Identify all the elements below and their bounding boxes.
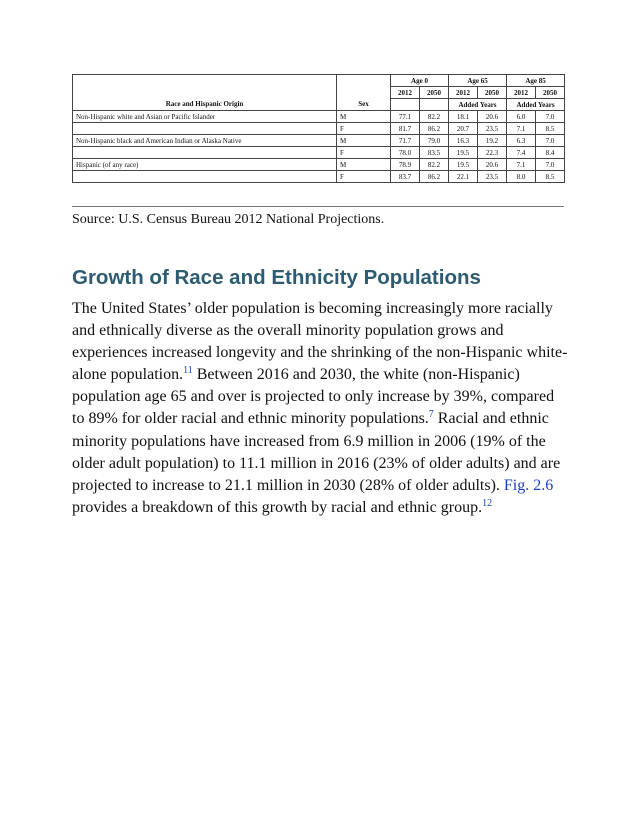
table-source-note: Source: U.S. Census Bureau 2012 National Projections. <box>72 212 385 227</box>
cell-sex: F <box>337 147 391 159</box>
cell-value: 79.0 <box>420 135 449 147</box>
paragraph-text: The United States’ older population is becoming increasingly more racially and ethnically diverse as the overall minority population grows and experiences increased longevity and the shrinking of the non-Hispanic white-alone population. <box>72 300 568 384</box>
cell-value: 20.7 <box>449 123 478 135</box>
body-paragraph <box>72 298 568 519</box>
year-header: 2012 <box>507 87 536 99</box>
cell-origin <box>73 123 337 135</box>
table-header-row-groups <box>73 75 565 87</box>
cell-value: 7.0 <box>536 159 565 171</box>
table-row <box>73 171 565 183</box>
header-blank-cell <box>391 99 420 111</box>
cell-value: 7.1 <box>507 159 536 171</box>
cell-value: 7.0 <box>536 135 565 147</box>
table-row <box>73 123 565 135</box>
cell-value: 7.0 <box>536 111 565 123</box>
cell-value: 20.6 <box>478 111 507 123</box>
cell-value: 22.1 <box>449 171 478 183</box>
cell-value: 7.1 <box>507 123 536 135</box>
cell-value: 78.9 <box>391 159 420 171</box>
cell-value: 19.5 <box>449 159 478 171</box>
group-header-age-65: Age 65 <box>449 75 507 87</box>
cell-value: 6.0 <box>507 111 536 123</box>
paragraph-text: provides a breakdown of this growth by racial and ethnic group. <box>72 498 483 516</box>
cell-value: 8.5 <box>536 171 565 183</box>
cell-value: 77.1 <box>391 111 420 123</box>
source-divider <box>72 206 564 207</box>
header-blank-cell <box>420 99 449 111</box>
header-blank-cell <box>337 87 391 99</box>
table-header-row-years <box>73 87 565 99</box>
cell-value: 20.6 <box>478 159 507 171</box>
life-expectancy-table <box>72 74 565 183</box>
table-body <box>73 111 565 183</box>
paragraph-text: Between 2016 and 2030, the white (non-Hispanic) population age 65 and over is projected to only increase by 39%, compared to 89% for older racial and ethnic minority populations. <box>72 366 555 428</box>
column-header-added-years-85: Added Years <box>507 99 565 111</box>
cell-value: 83.5 <box>420 147 449 159</box>
cell-value: 22.3 <box>478 147 507 159</box>
cell-sex: M <box>337 135 391 147</box>
year-header: 2050 <box>420 87 449 99</box>
cell-value: 6.3 <box>507 135 536 147</box>
cell-origin <box>73 171 337 183</box>
cell-origin <box>73 147 337 159</box>
group-header-age-85: Age 85 <box>507 75 565 87</box>
cell-value: 81.7 <box>391 123 420 135</box>
life-expectancy-table-container <box>72 74 564 183</box>
reference-link-11[interactable]: 11 <box>183 365 193 377</box>
cell-value: 82.2 <box>420 159 449 171</box>
figure-link[interactable]: Fig. 2.6 <box>503 476 554 494</box>
header-blank-cell <box>73 87 337 99</box>
table-header-row-columns <box>73 99 565 111</box>
section-heading: Growth of Race and Ethnicity Populations <box>72 266 481 289</box>
cell-value: 23.5 <box>478 123 507 135</box>
cell-value: 86.2 <box>420 171 449 183</box>
reference-link-12[interactable]: 12 <box>482 497 493 509</box>
column-header-origin: Race and Hispanic Origin <box>73 99 337 111</box>
cell-origin: Non-Hispanic white and Asian or Pacific Islander <box>73 111 337 123</box>
cell-value: 16.3 <box>449 135 478 147</box>
cell-value: 23.5 <box>478 171 507 183</box>
cell-sex: M <box>337 159 391 171</box>
cell-value: 19.5 <box>449 147 478 159</box>
cell-value: 71.7 <box>391 135 420 147</box>
cell-origin: Hispanic (of any race) <box>73 159 337 171</box>
cell-value: 82.2 <box>420 111 449 123</box>
cell-value: 78.0 <box>391 147 420 159</box>
cell-value: 83.7 <box>391 171 420 183</box>
table-row <box>73 135 565 147</box>
group-header-age-0: Age 0 <box>391 75 449 87</box>
cell-value: 86.2 <box>420 123 449 135</box>
year-header: 2050 <box>478 87 507 99</box>
cell-value: 7.4 <box>507 147 536 159</box>
header-blank-cell <box>73 75 337 87</box>
table-row <box>73 159 565 171</box>
column-header-added-years-65: Added Years <box>449 99 507 111</box>
cell-sex: M <box>337 111 391 123</box>
cell-sex: F <box>337 171 391 183</box>
year-header: 2012 <box>449 87 478 99</box>
cell-value: 8.5 <box>536 123 565 135</box>
year-header: 2012 <box>391 87 420 99</box>
cell-value: 19.2 <box>478 135 507 147</box>
column-header-sex: Sex <box>337 99 391 111</box>
cell-origin: Non-Hispanic black and American Indian or Alaska Native <box>73 135 337 147</box>
cell-value: 8.4 <box>536 147 565 159</box>
reference-link-7[interactable]: 7 <box>428 409 434 421</box>
paragraph-text: Racial and ethnic minority populations have increased from 6.9 million in 2006 (19% of the older adult population) to 11.1 million in 2016 (23% of older adults) and are projected to increase to 21.1 million in 2030 (28% of older adults). <box>72 410 561 494</box>
table-row <box>73 111 565 123</box>
header-blank-cell <box>337 75 391 87</box>
cell-sex: F <box>337 123 391 135</box>
cell-value: 8.0 <box>507 171 536 183</box>
table-row <box>73 147 565 159</box>
cell-value: 18.1 <box>449 111 478 123</box>
year-header: 2050 <box>536 87 565 99</box>
